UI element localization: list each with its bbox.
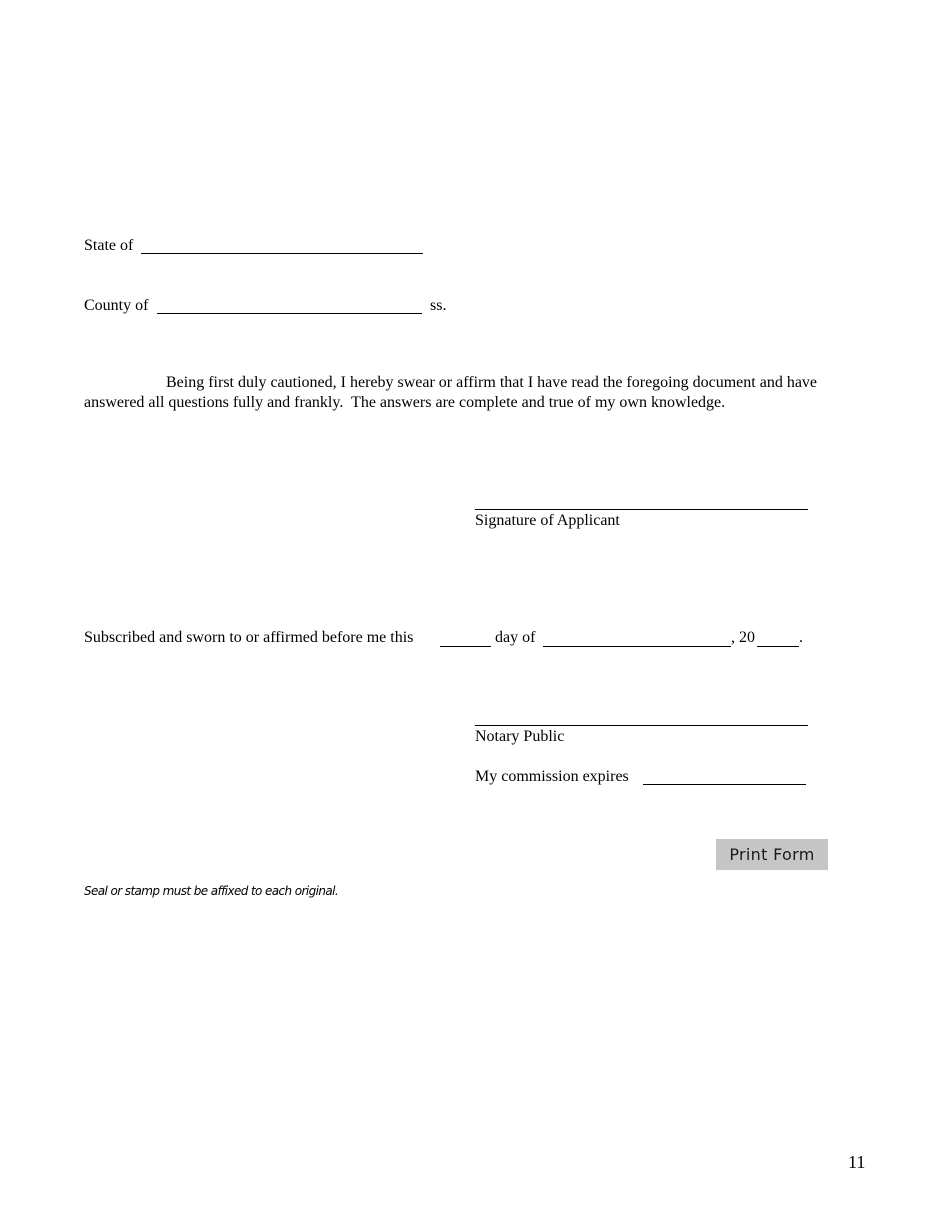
affirmation-paragraph: [84, 373, 824, 413]
affirmation-line-1: Being first duly cautioned, I hereby swear or affirm that I have read the foregoing document and have: [166, 374, 818, 391]
jurat-end: .: [799, 629, 803, 646]
jurat-month-field[interactable]: [543, 646, 731, 647]
jurat-day-label: day of: [495, 629, 536, 646]
commission-expiry-field[interactable]: [643, 784, 806, 785]
applicant-signature-line[interactable]: [475, 509, 808, 510]
jurat-day-field[interactable]: [440, 646, 491, 647]
jurat-year-prefix: , 20: [731, 629, 755, 646]
county-ss-suffix: ss.: [430, 297, 447, 314]
county-label: County of: [84, 297, 149, 314]
notary-signature-line[interactable]: [475, 725, 808, 726]
print-form-button[interactable]: Print Form: [716, 839, 828, 870]
page-number: 11: [848, 1152, 866, 1172]
state-label: State of: [84, 237, 134, 254]
commission-label: My commission expires: [475, 768, 629, 785]
county-field[interactable]: [157, 313, 422, 314]
jurat-prefix: Subscribed and sworn to or affirmed before me this: [84, 629, 414, 646]
notary-label: Notary Public: [475, 728, 565, 745]
affirmation-line-2: answered all questions fully and frankly. The answers are complete and true of my own knowledge.: [84, 394, 726, 411]
applicant-signature-label: Signature of Applicant: [475, 512, 620, 529]
state-field[interactable]: [141, 253, 423, 254]
seal-note: Seal or stamp must be affixed to each original.: [84, 884, 339, 898]
jurat-year-field[interactable]: [757, 646, 799, 647]
